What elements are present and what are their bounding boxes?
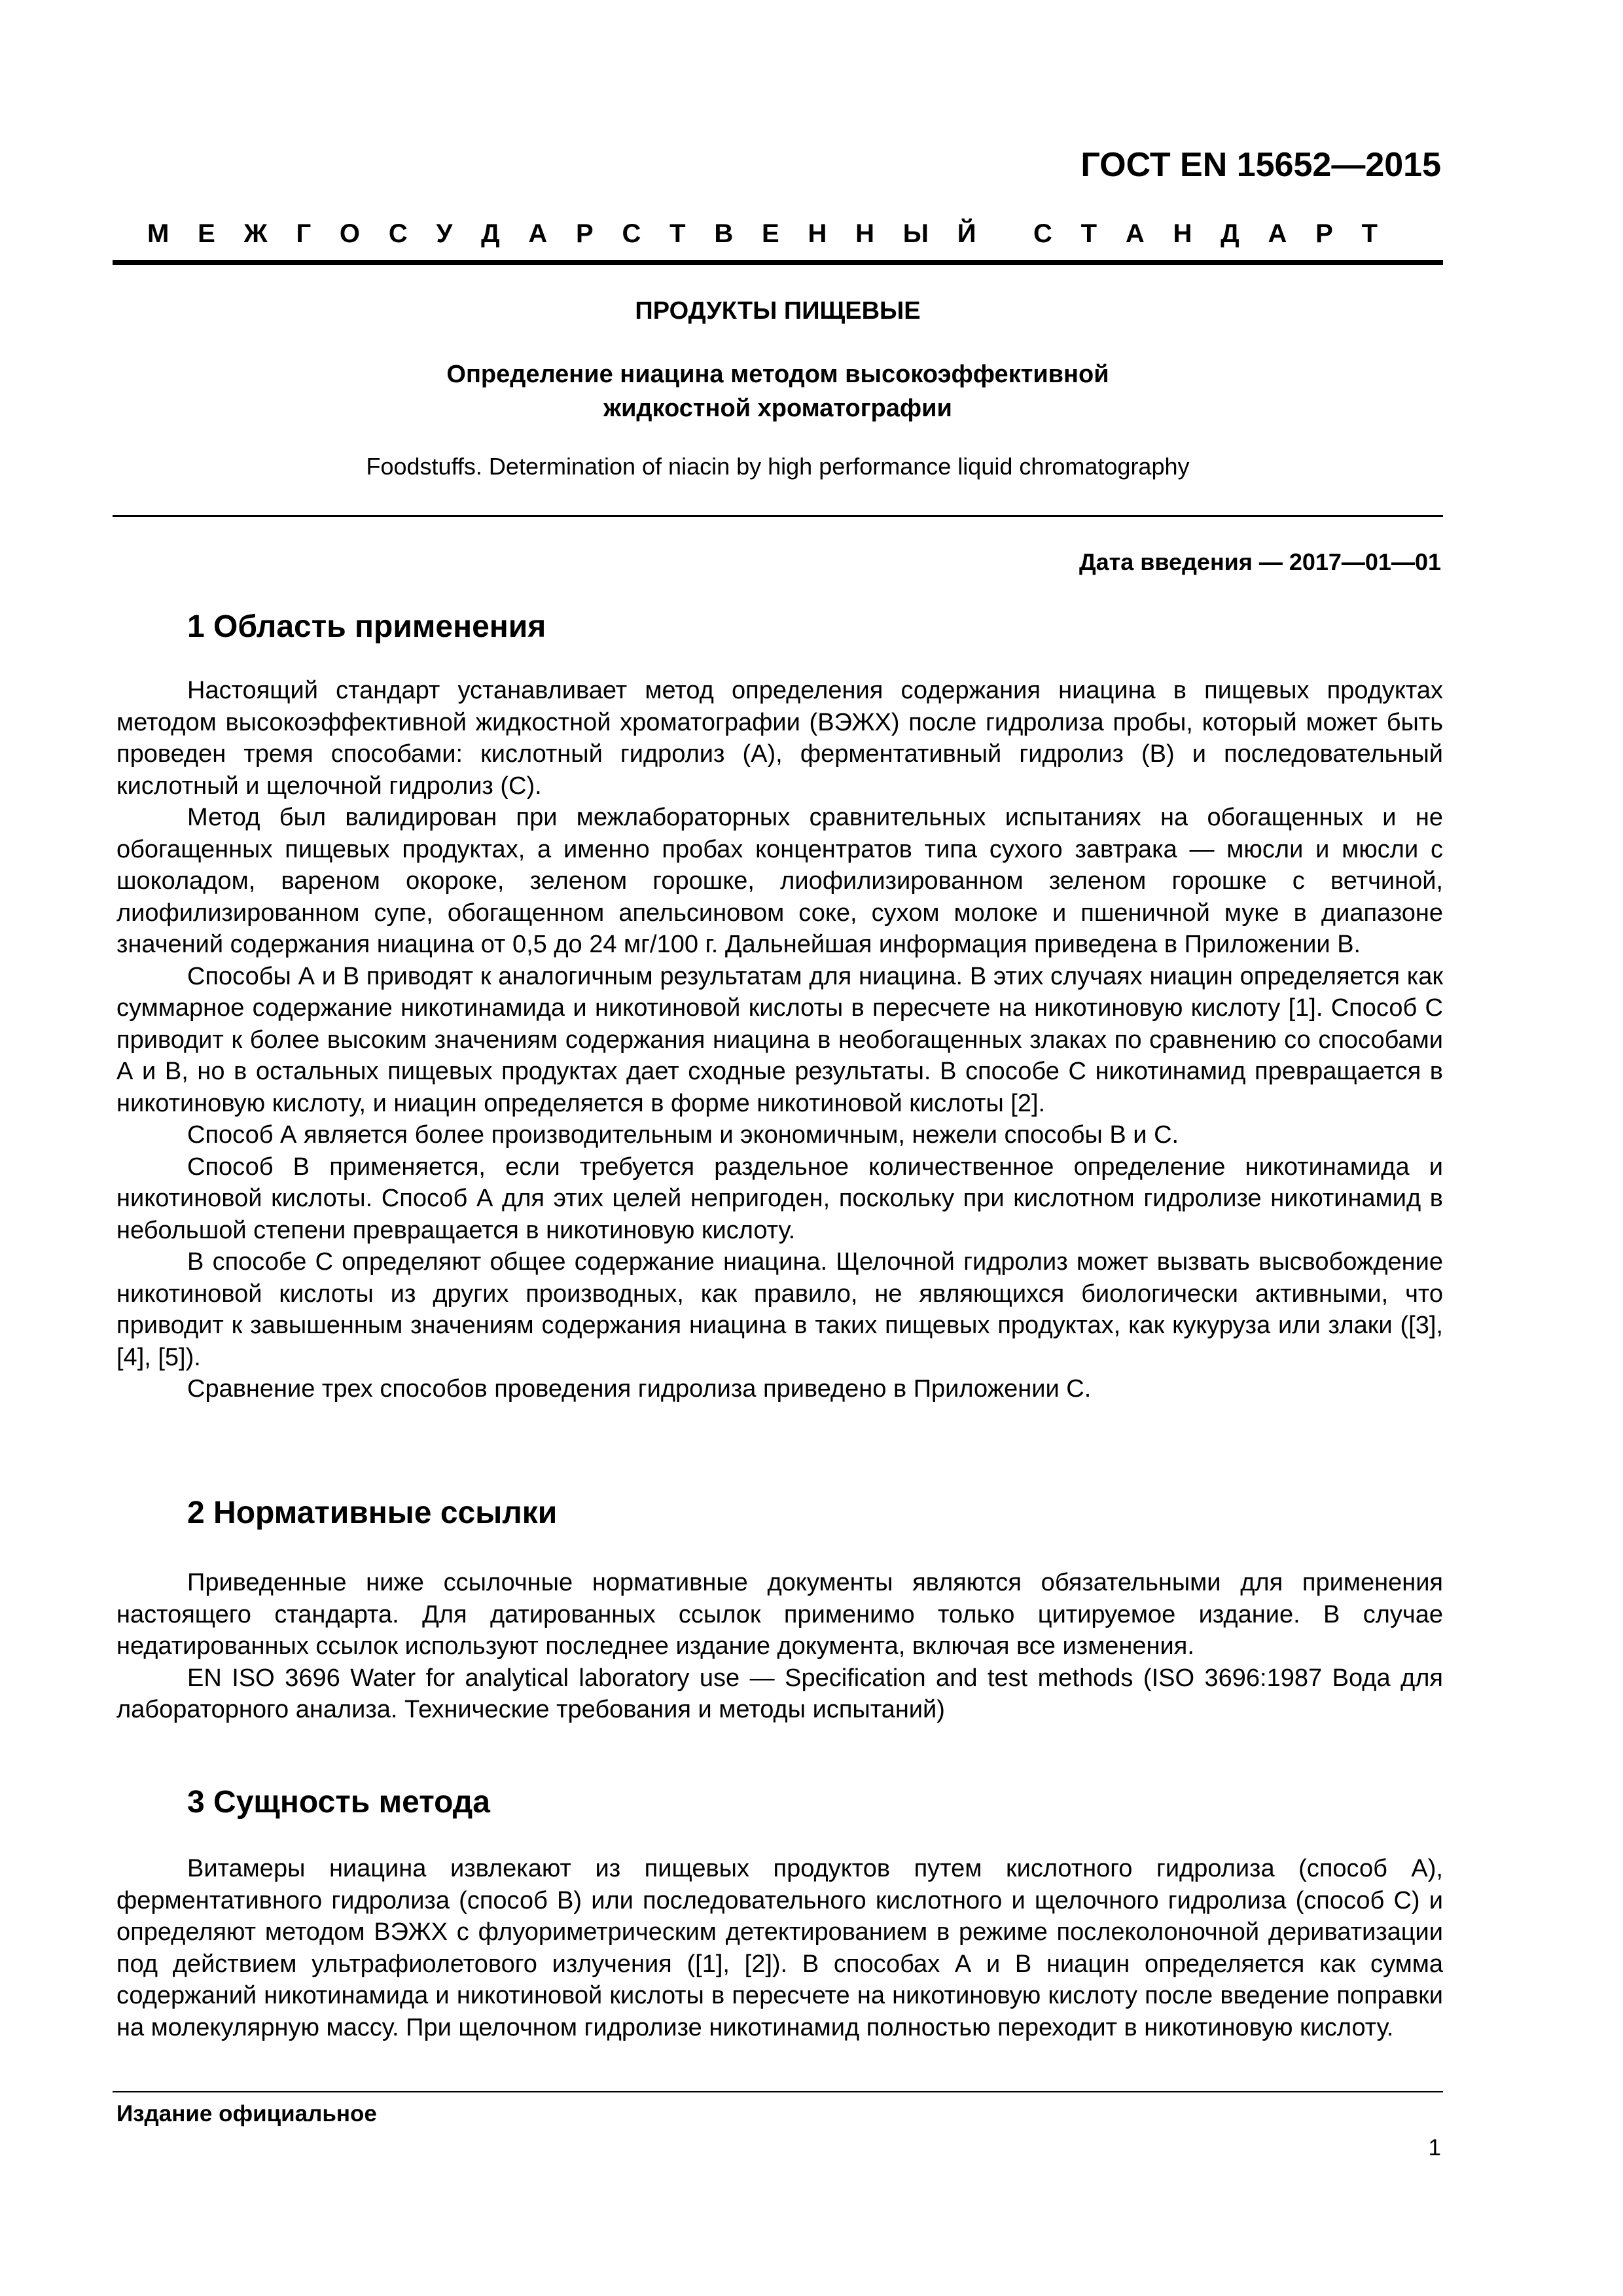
paragraph: Настоящий стандарт устанавливает метод определения содержания ниацина в пищевых продуктах методом высокоэффективной жидкостной хроматографии (ВЭЖХ) после гидролиза пробы, который может быть проведен тремя способами: кислотный гидролиз (А), ферментативный гидролиз (В) и последовательный кислотный и щелочной гидролиз (С).: [116, 677, 1443, 800]
standard-kind-letter: С: [622, 219, 641, 248]
standard-kind-letter: Р: [576, 219, 594, 248]
standard-kind-letter: А: [528, 219, 548, 248]
section-heading-scope: 1 Область применения: [187, 609, 546, 644]
section-body-method-principle: [116, 1853, 1443, 2043]
paragraph: Витамеры ниацина извлекают из пищевых продуктов путем кислотного гидролиза (способ А), ферментативного гидролиза (способ В) или последовательного кислотного и щелочного гидролиза (способ С) и определяют методом ВЭЖХ с флуориметрическим детектированием в режиме послеколоночной дериватизации под действием ультрафиолетового излучения ([1], [2]). В способах А и В ниацин определяется как сумма содержаний никотинамида и никотиновой кислоты в пересчете на никотиновую кислоту после введение поправки на молекулярную массу. При щелочном гидролизе никотинамид полностью переходит в никотиновую кислоту.: [116, 1855, 1443, 2041]
official-edition-label: Издание официальное: [116, 2101, 377, 2126]
english-title: Foodstuffs. Determination of niacin by high performance liquid chromatography: [366, 453, 1190, 480]
document-code: ГОСТ EN 15652—2015: [1080, 146, 1441, 184]
section-body-normative-references: [116, 1567, 1443, 1726]
standard-kind-letter: Т: [1080, 219, 1097, 248]
standard-kind-letter: М: [147, 219, 169, 248]
standard-kind-letter: А: [1268, 219, 1287, 248]
paragraph: Метод был валидирован при межлабораторных сравнительных испытаниях на обогащенных и не обогащенных пищевых продуктах, а именно пробах концентратов типа сухого завтрака — мюсли и мюсли с шоколадом, вареном окороке, зеленом горошке, лиофилизированном зеленом горошке с ветчиной, лиофилизированном супе, обогащенном апельсиновом соке, сухом молоке и пшеничной муке в диапазоне значений содержания ниацина от 0,5 до 24 мг/100 г. Дальнейшая информация приведена в Приложении В.: [116, 804, 1443, 958]
standard-kind-letter: Й: [957, 219, 976, 248]
paragraph: Способы А и В приводят к аналогичным результатам для ниацина. В этих случаях ниацин определяется как суммарное содержание никотинамида и никотиновой кислоты в пересчете на никотиновую кислоту [1]. Способ С приводит к более высоким значениям содержания ниацина в необогащенных злаках по сравнению со способами А и В, но в остальных пищевых продуктах дает сходные результаты. В способе С никотинамид превращается в никотиновую кислоту, и ниацин определяется в форме никотиновой кислоты [2].: [116, 962, 1443, 1117]
introduction-date: Дата введения — 2017—01—01: [1079, 548, 1441, 575]
standard-kind-letter: Ж: [243, 219, 268, 248]
standard-kind-letter: Д: [1221, 219, 1240, 248]
standard-kind: [147, 219, 1378, 249]
paragraph: Способ А является более производительным и экономичным, нежели способы В и С.: [187, 1121, 1179, 1149]
paragraph: Приведенные ниже ссылочные нормативные документы являются обязательными для применения настоящего стандарта. Для датированных ссылок применимо только цитируемое издание. В случае недатированных ссылок используют последнее издание документа, включая все изменения.: [116, 1569, 1443, 1660]
standard-kind-letter: Т: [1361, 219, 1378, 248]
paragraph: В способе С определяют общее содержание ниацина. Щелочной гидролиз может вызвать высвобождение никотиновой кислоты из других производных, как правило, не являющихся биологически активными, что приводит к завышенным значениям содержания ниацина в таких пищевых продуктах, как кукуруза или злаки ([3], [4], [5]).: [116, 1248, 1443, 1371]
standard-kind-letter: Ы: [902, 219, 929, 248]
standard-kind-letter: Т: [669, 219, 686, 248]
standard-kind-letter: Р: [1315, 219, 1333, 248]
footer-divider: [113, 2091, 1443, 2092]
standard-kind-letter: У: [436, 219, 453, 248]
page-number: 1: [1428, 2135, 1441, 2161]
standard-kind-letter: Н: [1173, 219, 1192, 248]
standard-kind-letter: Н: [855, 219, 875, 248]
standard-kind-letter: Н: [808, 219, 827, 248]
standard-kind-letter: Д: [481, 219, 500, 248]
paragraph: Способ В применяется, если требуется раздельное количественное определение никотинамида и никотиновой кислоты. Способ А для этих целей непригоден, поскольку при кислотном гидролизе никотинамид в небольшой степени превращается в никотиновую кислоту.: [116, 1153, 1443, 1244]
section-heading-normative-references: 2 Нормативные ссылки: [187, 1496, 558, 1530]
document-subtitle: Определение ниацина методом высокоэффективной жидкостной хроматографии: [446, 361, 1109, 422]
title-divider: [113, 515, 1443, 517]
standard-kind-letter: Е: [198, 219, 215, 248]
paragraph: EN ISO 3696 Water for analytical laboratory use — Specification and test methods (ISO 3696:1987 Вода для лабораторного анализа. Технические требования и методы испытаний): [116, 1664, 1443, 1723]
section-heading-method-principle: 3 Сущность метода: [187, 1785, 490, 1820]
standard-kind-letter: Г: [296, 219, 312, 248]
paragraph: Сравнение трех способов проведения гидролиза приведено в Приложении С.: [187, 1375, 1092, 1403]
document-title: ПРОДУКТЫ ПИЩЕВЫЕ: [635, 297, 921, 325]
standard-kind-letter: О: [339, 219, 361, 248]
standard-kind-letter: С: [1033, 219, 1052, 248]
standard-kind-letter: А: [1125, 219, 1145, 248]
standard-kind-letter: В: [714, 219, 734, 248]
header-thick-rule: [113, 260, 1443, 265]
standard-kind-letter: Е: [762, 219, 779, 248]
section-body-scope: [116, 675, 1443, 1405]
standard-kind-letter: С: [388, 219, 408, 248]
